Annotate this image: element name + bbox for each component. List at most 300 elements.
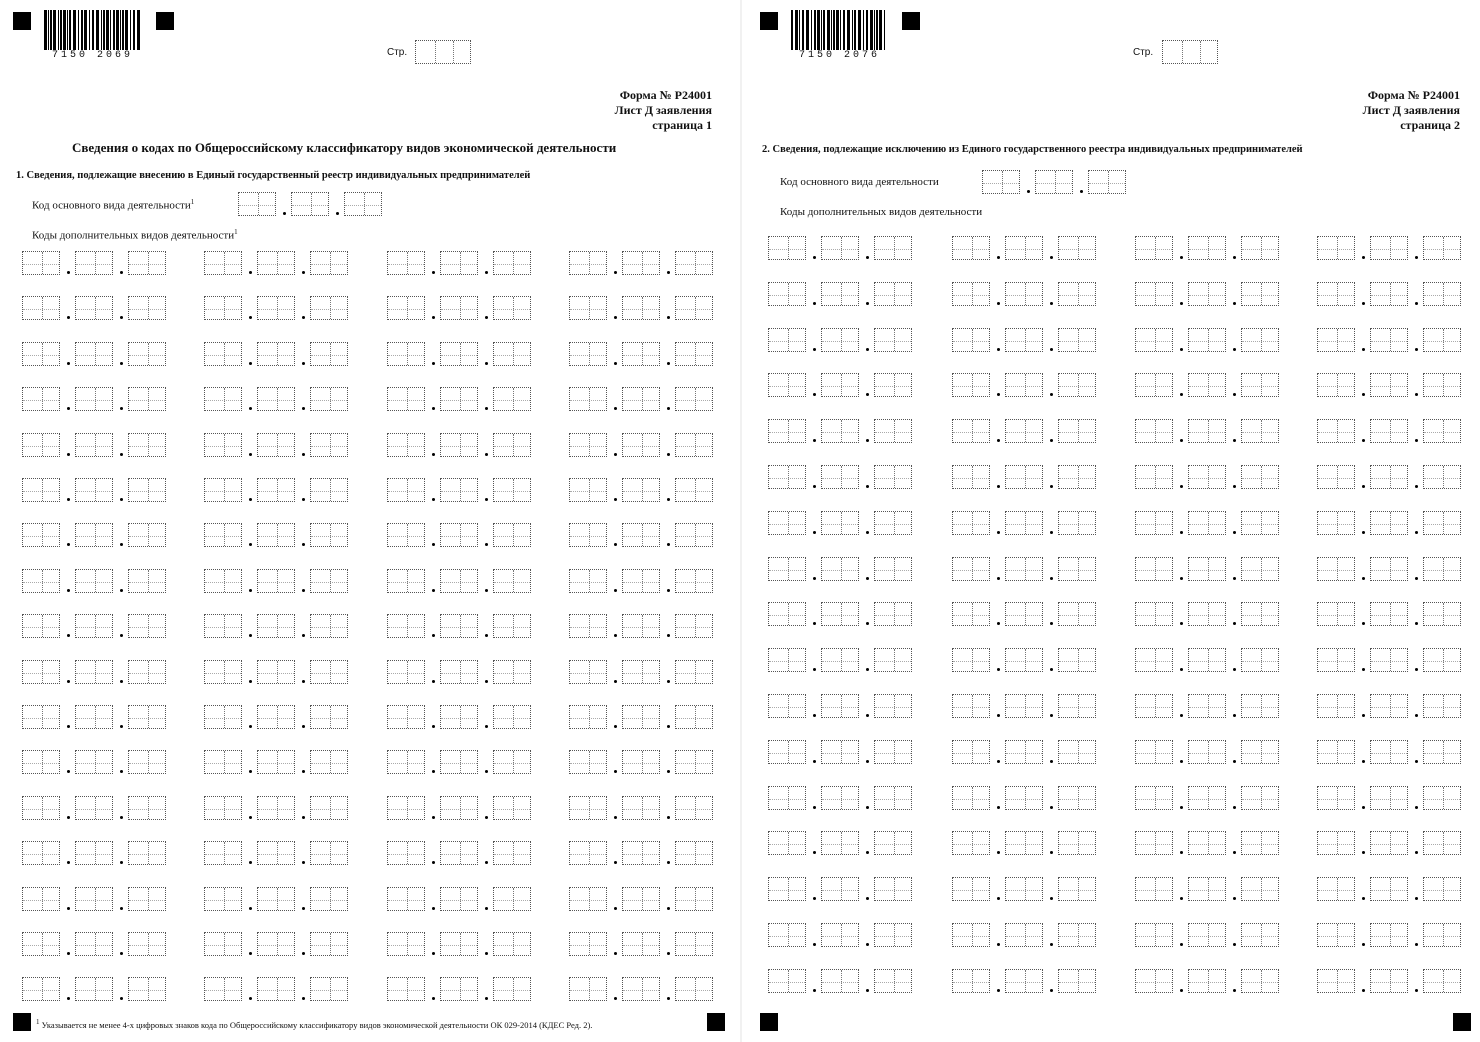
code-digit-pair-box[interactable] xyxy=(310,887,348,911)
code-digit-pair-box[interactable] xyxy=(128,705,166,729)
code-digit-pair-box[interactable] xyxy=(1317,740,1355,764)
code-digit-pair-box[interactable] xyxy=(1370,969,1408,993)
code-digit-pair-box[interactable] xyxy=(387,569,425,593)
code-digit-pair-box[interactable] xyxy=(1058,740,1096,764)
code-digit-pair-box[interactable] xyxy=(128,433,166,457)
code-digit-pair-box[interactable] xyxy=(1135,557,1173,581)
code-digit-pair-box[interactable] xyxy=(440,296,478,320)
code-digit-pair-box[interactable] xyxy=(569,750,607,774)
code-digit-pair-box[interactable] xyxy=(1058,328,1096,352)
code-digit-pair-box[interactable] xyxy=(493,660,531,684)
code-digit-pair-box[interactable] xyxy=(75,932,113,956)
code-digit-pair-box[interactable] xyxy=(1317,557,1355,581)
code-digit-pair-box[interactable] xyxy=(1317,373,1355,397)
code-digit-pair-box[interactable] xyxy=(1370,648,1408,672)
code-digit-pair-box[interactable] xyxy=(493,750,531,774)
code-digit-pair-box[interactable] xyxy=(821,969,859,993)
code-digit-pair-box[interactable] xyxy=(1241,831,1279,855)
code-digit-pair-box[interactable] xyxy=(22,523,60,547)
code-digit-pair-box[interactable] xyxy=(1370,511,1408,535)
code-digit-pair-box[interactable] xyxy=(1135,465,1173,489)
code-digit-pair-box[interactable] xyxy=(204,796,242,820)
code-digit-pair-box[interactable] xyxy=(204,433,242,457)
code-digit-pair-box[interactable] xyxy=(440,705,478,729)
code-digit-pair-box[interactable] xyxy=(1188,694,1226,718)
code-digit-pair-box[interactable] xyxy=(569,251,607,275)
code-digit-pair-box[interactable] xyxy=(821,373,859,397)
code-digit-pair-box[interactable] xyxy=(310,750,348,774)
code-digit-pair-box[interactable] xyxy=(622,796,660,820)
code-digit-pair-box[interactable] xyxy=(569,387,607,411)
code-digit-pair-box[interactable] xyxy=(440,342,478,366)
code-digit-pair-box[interactable] xyxy=(675,342,713,366)
code-digit-pair-box[interactable] xyxy=(310,478,348,502)
code-digit-pair-box[interactable] xyxy=(1423,877,1461,901)
code-digit-pair-box[interactable] xyxy=(768,557,806,581)
code-digit-pair-box[interactable] xyxy=(1370,282,1408,306)
code-digit-pair-box[interactable] xyxy=(310,796,348,820)
code-digit-pair-box[interactable] xyxy=(493,433,531,457)
code-digit-pair-box[interactable] xyxy=(204,296,242,320)
code-digit-pair-box[interactable] xyxy=(257,251,295,275)
code-digit-pair-box[interactable] xyxy=(1370,236,1408,260)
code-digit-pair-box[interactable] xyxy=(569,977,607,1001)
code-digit-pair-box[interactable] xyxy=(569,796,607,820)
code-digit-pair-box[interactable] xyxy=(1188,511,1226,535)
code-digit-pair-box[interactable] xyxy=(204,569,242,593)
code-digit-pair-box[interactable] xyxy=(75,478,113,502)
code-digit-pair-box[interactable] xyxy=(821,923,859,947)
code-digit-pair-box[interactable] xyxy=(75,433,113,457)
code-digit-pair-box[interactable] xyxy=(387,977,425,1001)
code-digit-pair-box[interactable] xyxy=(310,387,348,411)
code-digit-pair-box[interactable] xyxy=(874,419,912,443)
code-digit-pair-box[interactable] xyxy=(128,569,166,593)
code-digit-pair-box[interactable] xyxy=(821,740,859,764)
code-digit-pair-box[interactable] xyxy=(569,433,607,457)
code-digit-pair-box[interactable] xyxy=(1241,373,1279,397)
code-digit-pair-box[interactable] xyxy=(1135,877,1173,901)
code-digit-pair-box[interactable] xyxy=(952,831,990,855)
code-digit-pair-box[interactable] xyxy=(257,660,295,684)
code-digit-pair-box[interactable] xyxy=(1135,373,1173,397)
code-digit-pair-box[interactable] xyxy=(344,192,382,216)
code-digit-pair-box[interactable] xyxy=(1241,923,1279,947)
code-digit-pair-box[interactable] xyxy=(622,478,660,502)
code-digit-pair-box[interactable] xyxy=(1135,786,1173,810)
code-digit-pair-box[interactable] xyxy=(952,419,990,443)
code-digit-pair-box[interactable] xyxy=(75,251,113,275)
code-digit-pair-box[interactable] xyxy=(75,523,113,547)
code-digit-pair-box[interactable] xyxy=(1370,328,1408,352)
code-digit-pair-box[interactable] xyxy=(874,923,912,947)
code-digit-pair-box[interactable] xyxy=(1005,419,1043,443)
code-digit-pair-box[interactable] xyxy=(821,786,859,810)
code-digit-pair-box[interactable] xyxy=(874,969,912,993)
code-digit-pair-box[interactable] xyxy=(1058,465,1096,489)
code-digit-pair-box[interactable] xyxy=(22,660,60,684)
code-digit-pair-box[interactable] xyxy=(1317,419,1355,443)
code-digit-pair-box[interactable] xyxy=(1188,831,1226,855)
code-digit-pair-box[interactable] xyxy=(952,282,990,306)
code-digit-pair-box[interactable] xyxy=(675,296,713,320)
code-digit-pair-box[interactable] xyxy=(1058,877,1096,901)
code-digit-pair-box[interactable] xyxy=(1188,786,1226,810)
code-digit-pair-box[interactable] xyxy=(1135,511,1173,535)
code-digit-pair-box[interactable] xyxy=(75,296,113,320)
code-digit-pair-box[interactable] xyxy=(1005,328,1043,352)
code-digit-pair-box[interactable] xyxy=(1088,170,1126,194)
code-digit-pair-box[interactable] xyxy=(768,786,806,810)
code-digit-pair-box[interactable] xyxy=(75,796,113,820)
code-digit-pair-box[interactable] xyxy=(22,705,60,729)
code-digit-pair-box[interactable] xyxy=(1423,740,1461,764)
code-digit-pair-box[interactable] xyxy=(387,887,425,911)
code-digit-pair-box[interactable] xyxy=(387,342,425,366)
code-digit-pair-box[interactable] xyxy=(768,877,806,901)
code-digit-pair-box[interactable] xyxy=(952,602,990,626)
code-digit-pair-box[interactable] xyxy=(1005,740,1043,764)
code-digit-pair-box[interactable] xyxy=(622,523,660,547)
code-digit-pair-box[interactable] xyxy=(821,557,859,581)
code-digit-pair-box[interactable] xyxy=(387,387,425,411)
code-digit-pair-box[interactable] xyxy=(1317,465,1355,489)
code-digit-pair-box[interactable] xyxy=(310,705,348,729)
code-digit-pair-box[interactable] xyxy=(75,614,113,638)
code-digit-pair-box[interactable] xyxy=(874,465,912,489)
code-digit-pair-box[interactable] xyxy=(1423,786,1461,810)
code-digit-pair-box[interactable] xyxy=(440,977,478,1001)
code-digit-pair-box[interactable] xyxy=(1370,923,1408,947)
code-digit-pair-box[interactable] xyxy=(75,977,113,1001)
code-digit-pair-box[interactable] xyxy=(257,887,295,911)
code-digit-pair-box[interactable] xyxy=(1241,786,1279,810)
code-digit-pair-box[interactable] xyxy=(204,705,242,729)
code-digit-pair-box[interactable] xyxy=(1317,694,1355,718)
code-digit-pair-box[interactable] xyxy=(1058,786,1096,810)
code-digit-pair-box[interactable] xyxy=(1370,786,1408,810)
code-digit-pair-box[interactable] xyxy=(768,831,806,855)
code-digit-pair-box[interactable] xyxy=(569,296,607,320)
code-digit-pair-box[interactable] xyxy=(1423,465,1461,489)
code-digit-pair-box[interactable] xyxy=(75,569,113,593)
code-digit-pair-box[interactable] xyxy=(493,705,531,729)
code-digit-pair-box[interactable] xyxy=(569,887,607,911)
code-digit-pair-box[interactable] xyxy=(675,796,713,820)
code-digit-pair-box[interactable] xyxy=(1005,282,1043,306)
code-digit-pair-box[interactable] xyxy=(1005,923,1043,947)
code-digit-pair-box[interactable] xyxy=(622,887,660,911)
code-digit-pair-box[interactable] xyxy=(257,296,295,320)
code-digit-pair-box[interactable] xyxy=(257,705,295,729)
code-digit-pair-box[interactable] xyxy=(257,433,295,457)
code-digit-pair-box[interactable] xyxy=(257,841,295,865)
page-number-input[interactable] xyxy=(415,40,471,64)
code-digit-pair-box[interactable] xyxy=(675,750,713,774)
code-digit-pair-box[interactable] xyxy=(1135,694,1173,718)
code-digit-pair-box[interactable] xyxy=(768,694,806,718)
code-digit-pair-box[interactable] xyxy=(874,557,912,581)
code-digit-pair-box[interactable] xyxy=(22,750,60,774)
code-digit-pair-box[interactable] xyxy=(768,740,806,764)
code-digit-pair-box[interactable] xyxy=(1188,557,1226,581)
code-digit-pair-box[interactable] xyxy=(257,614,295,638)
code-digit-pair-box[interactable] xyxy=(22,387,60,411)
code-digit-pair-box[interactable] xyxy=(387,523,425,547)
code-digit-pair-box[interactable] xyxy=(310,296,348,320)
code-digit-pair-box[interactable] xyxy=(952,923,990,947)
code-digit-pair-box[interactable] xyxy=(1005,602,1043,626)
code-digit-pair-box[interactable] xyxy=(440,387,478,411)
code-digit-pair-box[interactable] xyxy=(128,478,166,502)
code-digit-pair-box[interactable] xyxy=(1135,969,1173,993)
code-digit-pair-box[interactable] xyxy=(387,478,425,502)
code-digit-pair-box[interactable] xyxy=(874,328,912,352)
code-digit-pair-box[interactable] xyxy=(569,841,607,865)
code-digit-pair-box[interactable] xyxy=(768,648,806,672)
code-digit-pair-box[interactable] xyxy=(75,342,113,366)
code-digit-pair-box[interactable] xyxy=(493,977,531,1001)
code-digit-pair-box[interactable] xyxy=(75,750,113,774)
code-digit-pair-box[interactable] xyxy=(1135,328,1173,352)
code-digit-pair-box[interactable] xyxy=(440,614,478,638)
code-digit-pair-box[interactable] xyxy=(622,841,660,865)
code-digit-pair-box[interactable] xyxy=(952,328,990,352)
code-digit-pair-box[interactable] xyxy=(493,614,531,638)
code-digit-pair-box[interactable] xyxy=(569,478,607,502)
code-digit-pair-box[interactable] xyxy=(1423,373,1461,397)
code-digit-pair-box[interactable] xyxy=(1317,786,1355,810)
code-digit-pair-box[interactable] xyxy=(1188,877,1226,901)
code-digit-pair-box[interactable] xyxy=(1058,373,1096,397)
code-digit-pair-box[interactable] xyxy=(440,750,478,774)
code-digit-pair-box[interactable] xyxy=(768,236,806,260)
code-digit-pair-box[interactable] xyxy=(569,614,607,638)
code-digit-pair-box[interactable] xyxy=(257,387,295,411)
code-digit-pair-box[interactable] xyxy=(257,478,295,502)
code-digit-pair-box[interactable] xyxy=(821,328,859,352)
code-digit-pair-box[interactable] xyxy=(675,433,713,457)
code-digit-pair-box[interactable] xyxy=(440,478,478,502)
code-digit-pair-box[interactable] xyxy=(1423,419,1461,443)
code-digit-pair-box[interactable] xyxy=(493,796,531,820)
code-digit-pair-box[interactable] xyxy=(1005,465,1043,489)
code-digit-pair-box[interactable] xyxy=(1005,969,1043,993)
code-digit-pair-box[interactable] xyxy=(569,705,607,729)
code-digit-pair-box[interactable] xyxy=(387,750,425,774)
code-digit-pair-box[interactable] xyxy=(1058,602,1096,626)
code-digit-pair-box[interactable] xyxy=(874,648,912,672)
code-digit-pair-box[interactable] xyxy=(1135,923,1173,947)
code-digit-pair-box[interactable] xyxy=(1241,236,1279,260)
page-number-input[interactable] xyxy=(1162,40,1218,64)
code-digit-pair-box[interactable] xyxy=(75,887,113,911)
code-digit-pair-box[interactable] xyxy=(238,192,276,216)
code-digit-pair-box[interactable] xyxy=(310,251,348,275)
code-digit-pair-box[interactable] xyxy=(1317,923,1355,947)
code-digit-pair-box[interactable] xyxy=(22,614,60,638)
code-digit-pair-box[interactable] xyxy=(1241,557,1279,581)
code-digit-pair-box[interactable] xyxy=(821,282,859,306)
code-digit-pair-box[interactable] xyxy=(622,932,660,956)
code-digit-pair-box[interactable] xyxy=(1423,648,1461,672)
code-digit-pair-box[interactable] xyxy=(874,511,912,535)
code-digit-pair-box[interactable] xyxy=(257,796,295,820)
code-digit-pair-box[interactable] xyxy=(1423,511,1461,535)
code-digit-pair-box[interactable] xyxy=(952,786,990,810)
code-digit-pair-box[interactable] xyxy=(874,282,912,306)
code-digit-pair-box[interactable] xyxy=(1241,694,1279,718)
code-digit-pair-box[interactable] xyxy=(310,660,348,684)
code-digit-pair-box[interactable] xyxy=(768,419,806,443)
code-digit-pair-box[interactable] xyxy=(291,192,329,216)
code-digit-pair-box[interactable] xyxy=(622,387,660,411)
code-digit-pair-box[interactable] xyxy=(128,251,166,275)
code-digit-pair-box[interactable] xyxy=(821,419,859,443)
code-digit-pair-box[interactable] xyxy=(622,433,660,457)
code-digit-pair-box[interactable] xyxy=(1317,877,1355,901)
code-digit-pair-box[interactable] xyxy=(1423,694,1461,718)
code-digit-pair-box[interactable] xyxy=(1370,557,1408,581)
code-digit-pair-box[interactable] xyxy=(1188,419,1226,443)
code-digit-pair-box[interactable] xyxy=(128,660,166,684)
code-digit-pair-box[interactable] xyxy=(310,841,348,865)
code-digit-pair-box[interactable] xyxy=(952,740,990,764)
code-digit-pair-box[interactable] xyxy=(387,614,425,638)
code-digit-pair-box[interactable] xyxy=(1370,373,1408,397)
code-digit-pair-box[interactable] xyxy=(1005,511,1043,535)
code-digit-pair-box[interactable] xyxy=(622,977,660,1001)
code-digit-pair-box[interactable] xyxy=(440,887,478,911)
code-digit-pair-box[interactable] xyxy=(257,569,295,593)
code-digit-pair-box[interactable] xyxy=(1135,602,1173,626)
code-digit-pair-box[interactable] xyxy=(440,569,478,593)
code-digit-pair-box[interactable] xyxy=(493,478,531,502)
code-digit-pair-box[interactable] xyxy=(1005,831,1043,855)
code-digit-pair-box[interactable] xyxy=(768,969,806,993)
code-digit-pair-box[interactable] xyxy=(440,523,478,547)
code-digit-pair-box[interactable] xyxy=(768,465,806,489)
code-digit-pair-box[interactable] xyxy=(257,977,295,1001)
code-digit-pair-box[interactable] xyxy=(952,465,990,489)
code-digit-pair-box[interactable] xyxy=(128,342,166,366)
code-digit-pair-box[interactable] xyxy=(821,602,859,626)
code-digit-pair-box[interactable] xyxy=(1317,602,1355,626)
code-digit-pair-box[interactable] xyxy=(310,342,348,366)
code-digit-pair-box[interactable] xyxy=(1370,419,1408,443)
code-digit-pair-box[interactable] xyxy=(493,342,531,366)
code-digit-pair-box[interactable] xyxy=(22,296,60,320)
code-digit-pair-box[interactable] xyxy=(1058,419,1096,443)
code-digit-pair-box[interactable] xyxy=(1058,648,1096,672)
code-digit-pair-box[interactable] xyxy=(493,569,531,593)
code-digit-pair-box[interactable] xyxy=(128,387,166,411)
code-digit-pair-box[interactable] xyxy=(440,841,478,865)
code-digit-pair-box[interactable] xyxy=(952,557,990,581)
code-digit-pair-box[interactable] xyxy=(1241,602,1279,626)
code-digit-pair-box[interactable] xyxy=(874,740,912,764)
code-digit-pair-box[interactable] xyxy=(493,296,531,320)
code-digit-pair-box[interactable] xyxy=(204,614,242,638)
code-digit-pair-box[interactable] xyxy=(675,660,713,684)
code-digit-pair-box[interactable] xyxy=(440,932,478,956)
code-digit-pair-box[interactable] xyxy=(128,977,166,1001)
code-digit-pair-box[interactable] xyxy=(1423,236,1461,260)
code-digit-pair-box[interactable] xyxy=(1317,328,1355,352)
code-digit-pair-box[interactable] xyxy=(204,932,242,956)
code-digit-pair-box[interactable] xyxy=(982,170,1020,194)
code-digit-pair-box[interactable] xyxy=(75,705,113,729)
code-digit-pair-box[interactable] xyxy=(1135,419,1173,443)
code-digit-pair-box[interactable] xyxy=(821,877,859,901)
code-digit-pair-box[interactable] xyxy=(1317,831,1355,855)
code-digit-pair-box[interactable] xyxy=(675,614,713,638)
code-digit-pair-box[interactable] xyxy=(204,387,242,411)
code-digit-pair-box[interactable] xyxy=(1058,969,1096,993)
code-digit-pair-box[interactable] xyxy=(310,433,348,457)
code-digit-pair-box[interactable] xyxy=(257,750,295,774)
code-digit-pair-box[interactable] xyxy=(1005,236,1043,260)
code-digit-pair-box[interactable] xyxy=(1317,511,1355,535)
code-digit-pair-box[interactable] xyxy=(622,705,660,729)
code-digit-pair-box[interactable] xyxy=(1241,648,1279,672)
code-digit-pair-box[interactable] xyxy=(1188,923,1226,947)
code-digit-pair-box[interactable] xyxy=(128,750,166,774)
code-digit-pair-box[interactable] xyxy=(675,887,713,911)
code-digit-pair-box[interactable] xyxy=(1423,831,1461,855)
code-digit-pair-box[interactable] xyxy=(675,569,713,593)
code-digit-pair-box[interactable] xyxy=(257,523,295,547)
code-digit-pair-box[interactable] xyxy=(1058,557,1096,581)
code-digit-pair-box[interactable] xyxy=(22,569,60,593)
code-digit-pair-box[interactable] xyxy=(310,932,348,956)
code-digit-pair-box[interactable] xyxy=(569,932,607,956)
code-digit-pair-box[interactable] xyxy=(1241,465,1279,489)
code-digit-pair-box[interactable] xyxy=(1241,328,1279,352)
code-digit-pair-box[interactable] xyxy=(1005,373,1043,397)
code-digit-pair-box[interactable] xyxy=(952,648,990,672)
code-digit-pair-box[interactable] xyxy=(257,342,295,366)
code-digit-pair-box[interactable] xyxy=(874,373,912,397)
code-digit-pair-box[interactable] xyxy=(1317,236,1355,260)
code-digit-pair-box[interactable] xyxy=(675,251,713,275)
code-digit-pair-box[interactable] xyxy=(387,932,425,956)
code-digit-pair-box[interactable] xyxy=(821,831,859,855)
code-digit-pair-box[interactable] xyxy=(874,877,912,901)
code-digit-pair-box[interactable] xyxy=(768,373,806,397)
code-digit-pair-box[interactable] xyxy=(1188,328,1226,352)
code-digit-pair-box[interactable] xyxy=(874,602,912,626)
code-digit-pair-box[interactable] xyxy=(1005,877,1043,901)
code-digit-pair-box[interactable] xyxy=(1135,282,1173,306)
code-digit-pair-box[interactable] xyxy=(1058,923,1096,947)
code-digit-pair-box[interactable] xyxy=(1058,236,1096,260)
code-digit-pair-box[interactable] xyxy=(1005,648,1043,672)
code-digit-pair-box[interactable] xyxy=(1423,602,1461,626)
code-digit-pair-box[interactable] xyxy=(440,433,478,457)
code-digit-pair-box[interactable] xyxy=(1423,328,1461,352)
code-digit-pair-box[interactable] xyxy=(1135,831,1173,855)
code-digit-pair-box[interactable] xyxy=(821,511,859,535)
code-digit-pair-box[interactable] xyxy=(1241,511,1279,535)
code-digit-pair-box[interactable] xyxy=(1188,373,1226,397)
code-digit-pair-box[interactable] xyxy=(22,796,60,820)
code-digit-pair-box[interactable] xyxy=(1135,740,1173,764)
code-digit-pair-box[interactable] xyxy=(493,932,531,956)
code-digit-pair-box[interactable] xyxy=(1370,694,1408,718)
code-digit-pair-box[interactable] xyxy=(675,841,713,865)
code-digit-pair-box[interactable] xyxy=(768,328,806,352)
